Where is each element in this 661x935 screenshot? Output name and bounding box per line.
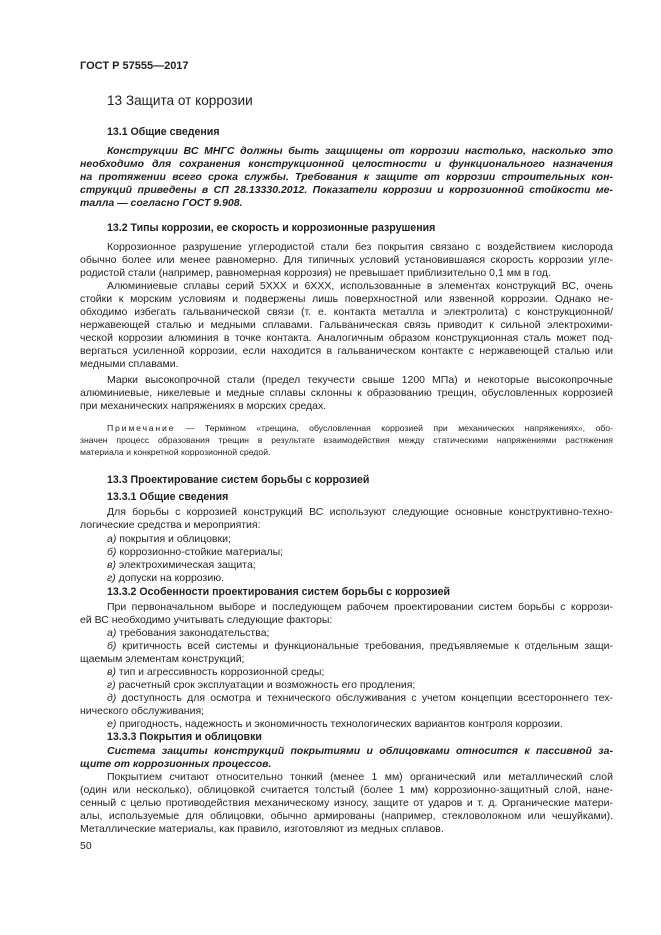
text-line: нического обслуживания; [80, 705, 205, 717]
list-marker: в) [107, 666, 116, 678]
list-marker: г) [107, 572, 116, 584]
text-line: Покрытием считают относительно тонкий (менее 1 мм) органический или металлический слой [107, 771, 613, 783]
text-line: вергаться усиленной коррозии, если находится в гальваническом контакте с нержавеющей сталью или [80, 345, 613, 357]
text-line: нержавеющей сталью и медными сплавами. Гальваническая связь приводит к сильной электрохими- [80, 319, 613, 331]
text-line: При первоначальном выборе и последующем рабочем проектировании систем борьбы с коррози- [107, 601, 613, 613]
note-line: значен процесс образования трещин в результате взаимодействия между статическими напряжениями растяжения [80, 435, 613, 445]
list-item-text: пригодность, надежность и экономичность технологических вариантов контроля коррозии. [116, 718, 563, 730]
text-line: логические средства и мероприятия: [80, 519, 261, 531]
text-line: ей ВС необходимо учитывать следующие факторы: [80, 614, 333, 626]
list-item-text: расчетный срок эксплуатации и возможность его продления; [115, 679, 416, 691]
list-marker: в) [107, 559, 116, 571]
text-line: стойки к морским условиям и подвержены лишь поверхностной или язвенной коррозии. Однако не- [80, 293, 613, 305]
list-marker: д) [107, 692, 117, 704]
text-line: обычно более или менее равномерно. Для типичных условий установившаяся скорость коррозии угле- [80, 254, 613, 266]
list-item [107, 640, 613, 653]
list-item-text: допуски на коррозию. [115, 572, 224, 584]
text-line: алюминиевые, никелевые и медные сплавы склонны к образованию трещин, обусловленных коррозией [80, 387, 613, 399]
list-item-text: доступность для осмотра и технического обслуживания с учетом концепции всестороннего тех- [116, 692, 613, 704]
text-line: обходимо избегать гальванической связи (т. е. контакта металла и электролита) с конструкционной/ [80, 306, 613, 318]
text-line: Алюминиевые сплавы серий 5XXX и 6XXX, использованные в элементах конструкций ВС, очень [107, 280, 613, 292]
list-item [107, 546, 613, 559]
list-item-text: критичность всей системы и функциональные требования, предъявляемые к отдельным защи- [116, 640, 613, 652]
bold-text-line: щите от коррозионных процессов. [80, 758, 272, 770]
list-item [107, 559, 613, 572]
note-text: — Термином «трещина, обусловленная коррозией при механических напряжениях», обо- [185, 423, 613, 433]
text-line: при механических напряжениях в морских средах. [80, 400, 327, 412]
bold-text-line: Система защиты конструкций покрытиями и облицовками относится к пассивной за- [107, 745, 613, 757]
bold-text-line: Конструкции ВС МНГС должны быть защищены от коррозии настолько, насколько это [107, 145, 613, 157]
bold-text-line: на протяжении всего срока службы. Требования к защите от коррозии строительных кон- [80, 171, 613, 183]
list-marker: а) [107, 627, 117, 639]
list-item [107, 679, 613, 692]
text-line: ческой коррозии алюминия в точке контакта. Аналогичным образом конструкционная сталь может под- [80, 332, 613, 344]
text-line: медными сплавами. [80, 358, 179, 370]
list-item [107, 692, 613, 705]
section-title: 13 Защита от коррозии [107, 93, 253, 108]
list-marker: б) [107, 546, 117, 558]
list-item [107, 666, 613, 679]
text-line: щаемым элементам конструкций; [80, 653, 245, 665]
heading-13-2: 13.2 Типы коррозии, ее скорость и коррозионные разрушения [107, 222, 436, 234]
text-line: сенный с целью противодействия механическому износу, защите от ударов и т. д. Органические матери- [80, 797, 613, 809]
heading-13-1: 13.1 Общие сведения [107, 126, 220, 138]
text-line: (один или несколько), облицовкой считается толстый (более 1 мм) коррозионно-защитный слой, нане- [80, 784, 613, 796]
heading-13-3: 13.3 Проектирование систем борьбы с коррозией [107, 474, 370, 486]
list-item-text: коррозионно-стойкие материалы; [116, 546, 284, 558]
note-line [107, 422, 613, 434]
list-marker: б) [107, 640, 117, 652]
text-line: Марки высокопрочной стали (предел текучести свыше 1200 МПа) и некоторые высокопрочные [107, 374, 613, 386]
note-label: Примечание [107, 423, 176, 433]
list-item [107, 533, 613, 546]
text-line: родистой стали (например, равномерная коррозия) не превышает приблизительно 0,1 мм в год. [80, 267, 551, 279]
list-item [107, 718, 613, 731]
list-item-text: тип и агрессивность коррозионной среды; [115, 666, 325, 678]
list-item-text: покрытия и облицовки; [116, 533, 231, 545]
bold-text-line: необходимо для сохранения конструкционной целостности и функционального назначения [80, 158, 613, 170]
document-header: ГОСТ Р 57555—2017 [80, 60, 189, 72]
list-item-text: электрохимическая защита; [115, 559, 256, 571]
text-line: Для борьбы с коррозией конструкций ВС используют следующие основные конструктивно-техно- [107, 506, 613, 518]
list-marker: г) [107, 679, 116, 691]
list-item-text: требования законодательства; [116, 627, 270, 639]
text-line: Коррозионное разрушение углеродистой стали без покрытия связано с воздействием кислорода [107, 241, 613, 253]
note-line: материала и конкретной коррозионной средой. [80, 447, 271, 457]
list-item [107, 572, 613, 585]
text-line: алы, используемые для облицовки, обычно армированы (например, стекловолокном или чешуйками). [80, 810, 613, 822]
heading-13-3-2: 13.3.2 Особенности проектирования систем борьбы с коррозией [107, 586, 451, 598]
heading-13-3-3: 13.3.3 Покрытия и облицовки [107, 731, 262, 743]
bold-text-line: струкций приведены в СП 28.13330.2012. Показатели коррозии и коррозионной стойкости ме- [80, 184, 613, 196]
list-item [107, 627, 613, 640]
page-number: 50 [80, 840, 92, 852]
list-marker: е) [107, 718, 117, 730]
text-line: Металлические материалы, как правило, изготовляют из медных сплавов. [80, 823, 444, 835]
heading-13-3-1: 13.3.1 Общие сведения [107, 491, 229, 503]
bold-text-line: талла — согласно ГОСТ 9.908. [80, 197, 243, 209]
list-marker: а) [107, 533, 117, 545]
